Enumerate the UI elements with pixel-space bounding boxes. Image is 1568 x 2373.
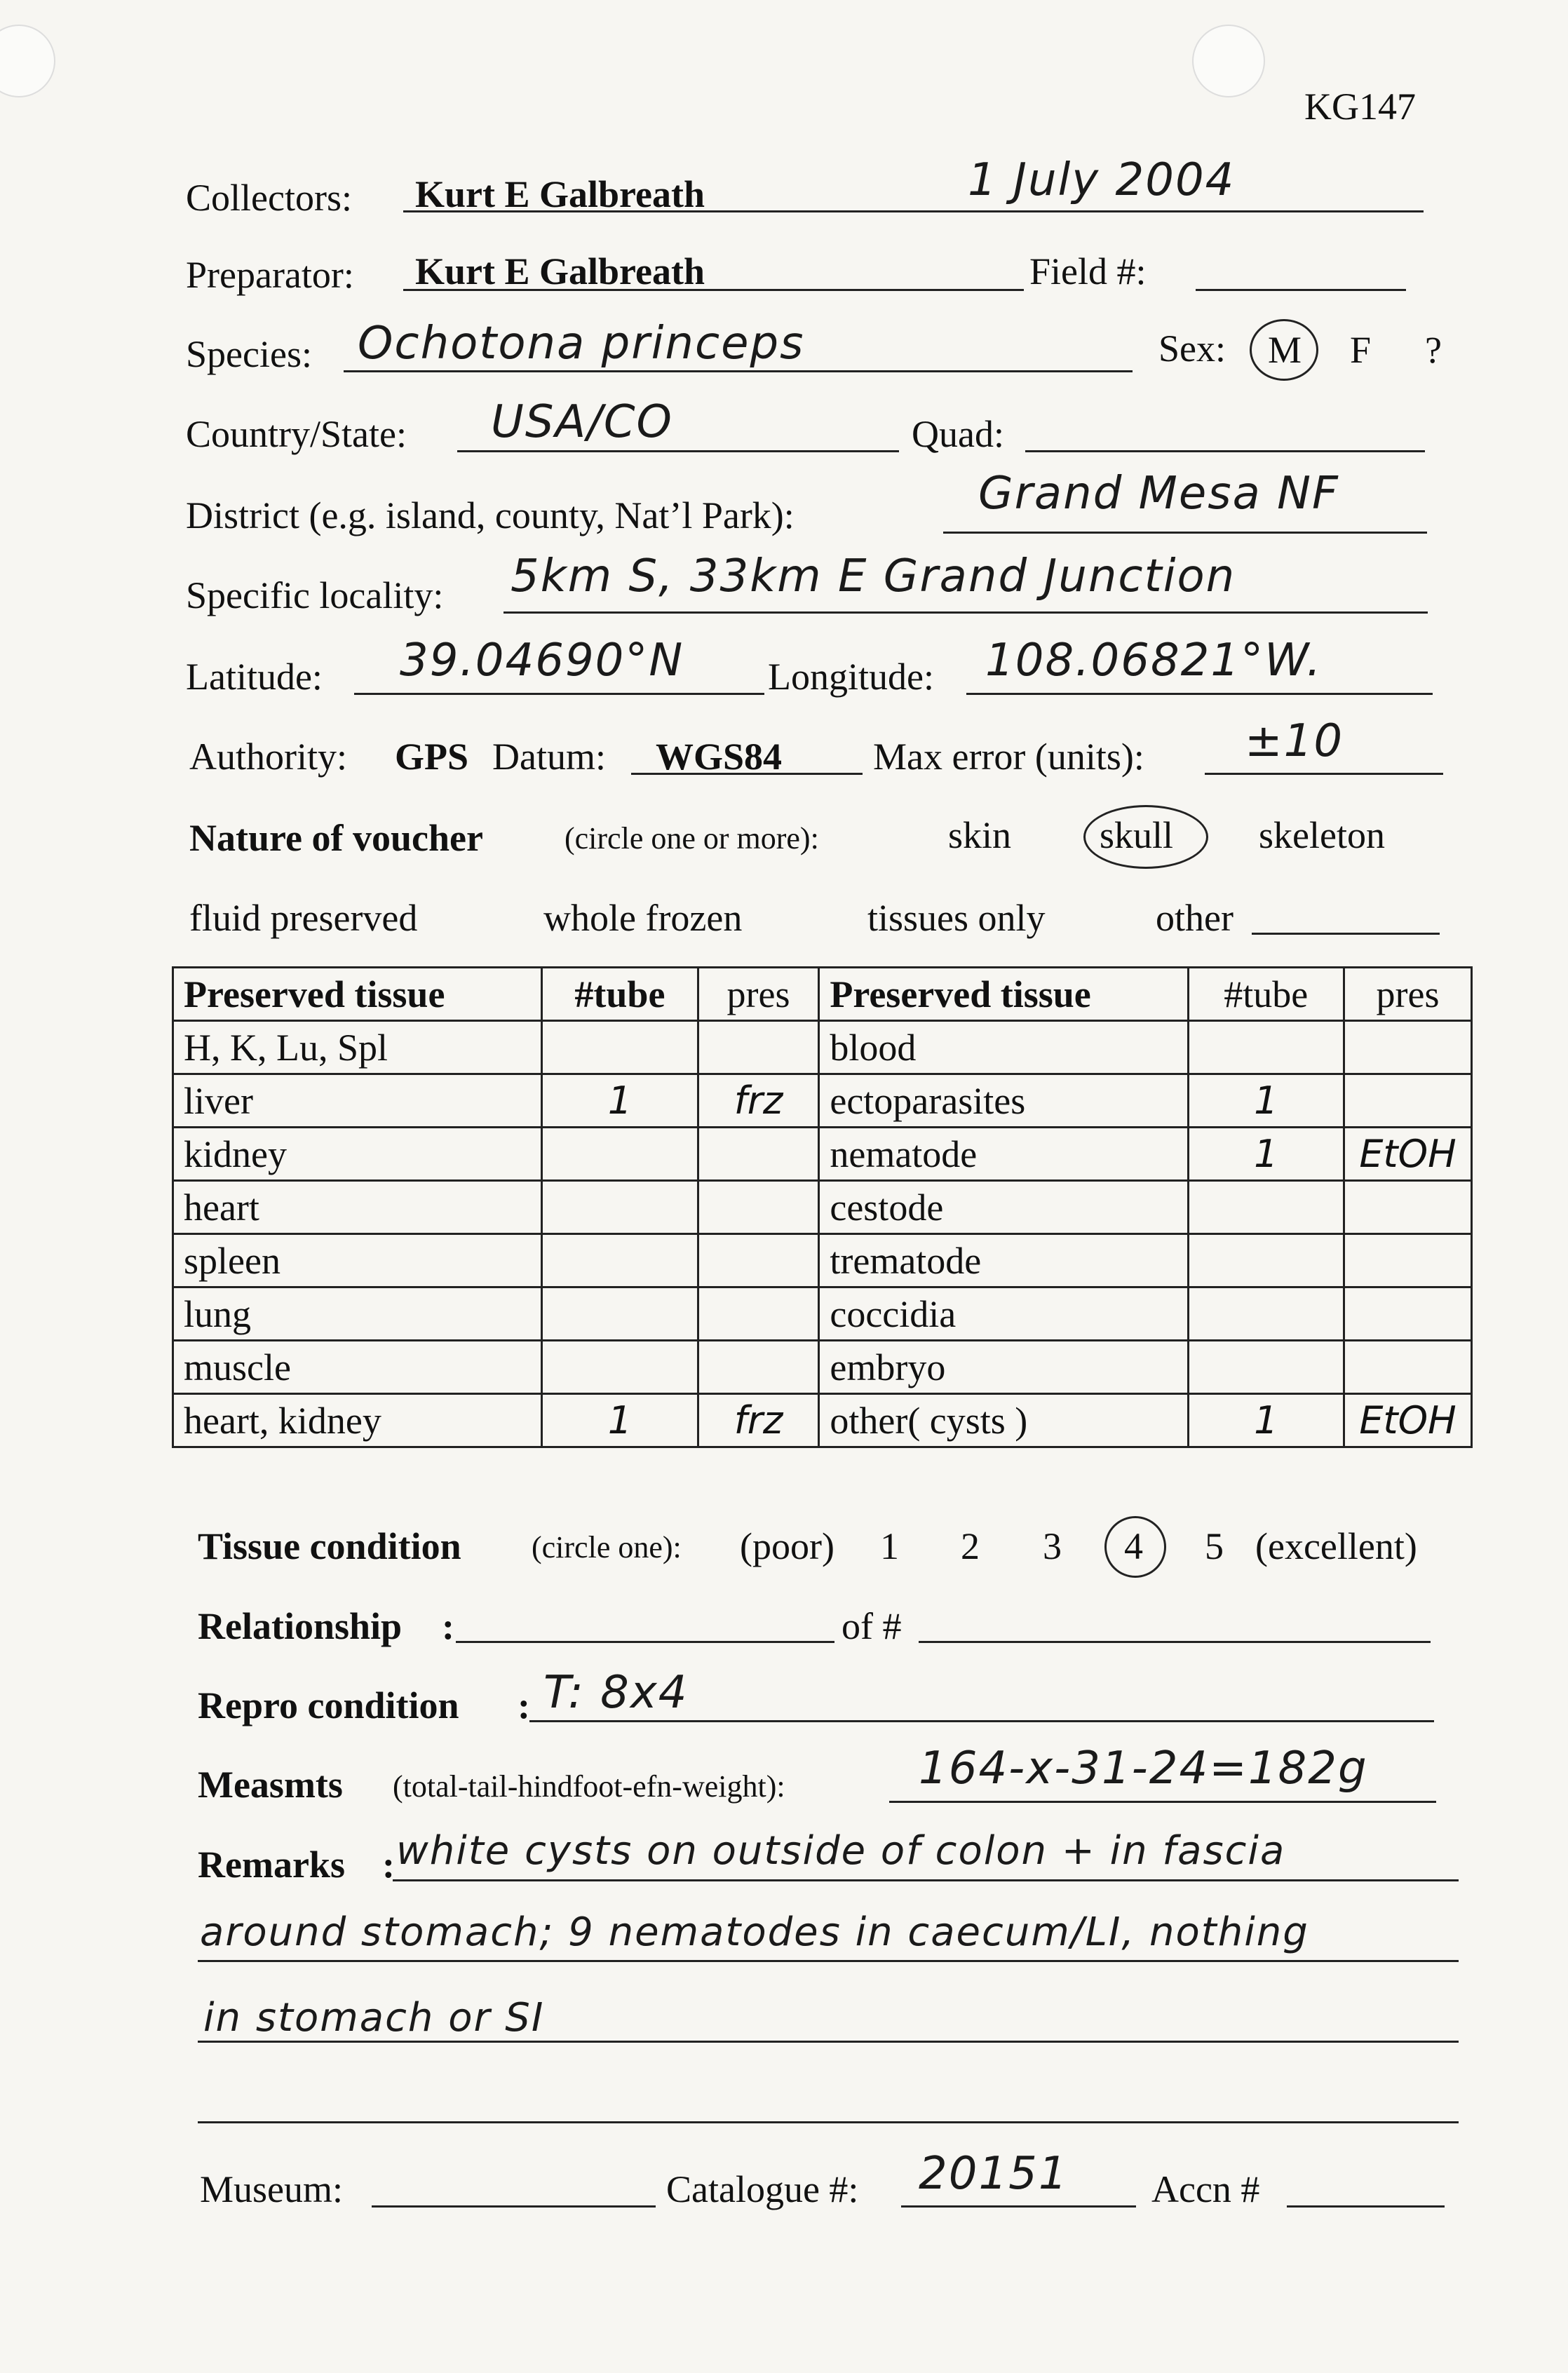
district-label: District (e.g. island, county, Nat’l Park): (186, 494, 795, 536)
authority-label: Authority: (189, 736, 347, 778)
table-entry-cell[interactable]: EtOH (1344, 1128, 1472, 1181)
table-entry-cell[interactable]: 1 (1188, 1128, 1344, 1181)
tissue-name-cell: blood (819, 1021, 1188, 1074)
table-entry-cell[interactable] (1188, 1181, 1344, 1234)
catalogue-line (901, 2205, 1136, 2208)
tissue-name-cell: other( cysts ) (819, 1394, 1188, 1447)
column-header: Preserved tissue (173, 968, 542, 1021)
table-entry-cell[interactable] (1344, 1287, 1472, 1341)
table-row (173, 1128, 1472, 1181)
condition-option-3[interactable]: 3 (1043, 1525, 1062, 1567)
sheet-id: KG147 (1304, 86, 1416, 128)
repro-value[interactable]: T: 8x4 (543, 1667, 689, 1719)
table-entry-cell[interactable] (1344, 1234, 1472, 1287)
table-entry-cell[interactable] (698, 1341, 819, 1394)
tissue-name-cell: kidney (173, 1128, 542, 1181)
voucher-skull[interactable]: skull (1100, 814, 1174, 856)
table-entry-cell[interactable] (698, 1128, 819, 1181)
table-entry-cell[interactable] (1344, 1021, 1472, 1074)
datum-line (631, 773, 863, 775)
tissue-name-cell: liver (173, 1074, 542, 1128)
condition-option-4[interactable]: 4 (1124, 1525, 1143, 1567)
repro-colon: : (518, 1684, 530, 1726)
species-label: Species: (186, 333, 312, 375)
table-row (173, 1287, 1472, 1341)
table-entry-cell[interactable] (542, 1128, 698, 1181)
datum-value[interactable]: WGS84 (656, 736, 783, 778)
tissue-name-cell: H, K, Lu, Spl (173, 1021, 542, 1074)
species-line (344, 370, 1133, 372)
table-entry-cell[interactable]: frz (698, 1394, 819, 1447)
table-row (173, 1341, 1472, 1394)
table-header-row (173, 968, 1472, 1021)
condition-excellent: (excellent) (1255, 1525, 1417, 1567)
tissue-name-cell: cestode (819, 1181, 1188, 1234)
column-header: pres (698, 968, 819, 1021)
preparator-line (403, 289, 1024, 291)
table-entry-cell[interactable] (542, 1181, 698, 1234)
column-header: pres (1344, 968, 1472, 1021)
table-row (173, 1234, 1472, 1287)
quad-label: Quad: (912, 413, 1004, 455)
sex-label: Sex: (1158, 327, 1226, 370)
relationship-label: Relationship (198, 1605, 403, 1647)
table-entry-cell[interactable]: frz (698, 1074, 819, 1128)
collectors-value[interactable]: Kurt E Galbreath (415, 173, 705, 215)
tissue-name-cell: ectoparasites (819, 1074, 1188, 1128)
datum-label: Datum: (492, 736, 606, 778)
max-error-label: Max error (units): (873, 736, 1144, 778)
remarks-colon: : (382, 1844, 395, 1886)
museum-label: Museum: (200, 2168, 344, 2210)
district-value[interactable]: Grand Mesa NF (978, 468, 1339, 520)
repro-label: Repro condition (198, 1684, 459, 1726)
remarks-line-4[interactable] (198, 2121, 1459, 2123)
district-line (943, 532, 1427, 534)
measmts-label: Measmts (198, 1764, 343, 1806)
table-entry-cell[interactable] (1188, 1341, 1344, 1394)
voucher-hint: (circle one or more): (565, 821, 819, 856)
table-row (173, 1394, 1472, 1447)
table-entry-cell[interactable] (1344, 1341, 1472, 1394)
relationship-of-label: of # (842, 1605, 902, 1647)
max-error-line (1205, 773, 1443, 775)
collectors-line (403, 210, 1424, 212)
remarks-line-3 (198, 2041, 1459, 2043)
latitude-line (354, 693, 764, 695)
tissue-name-cell: coccidia (819, 1287, 1188, 1341)
accn-line[interactable] (1287, 2205, 1445, 2208)
tissue-name-cell: heart (173, 1181, 542, 1234)
condition-poor: (poor) (740, 1525, 834, 1567)
remarks-line-2 (198, 1960, 1459, 1962)
max-error-value[interactable]: ±10 (1245, 715, 1344, 767)
field-number-label: Field #: (1029, 250, 1147, 292)
condition-option-5[interactable]: 5 (1205, 1525, 1224, 1567)
sex-f-option[interactable]: F (1350, 329, 1372, 371)
table-entry-cell[interactable] (542, 1021, 698, 1074)
latitude-label: Latitude: (186, 656, 323, 698)
table-row (173, 1181, 1472, 1234)
table-entry-cell[interactable] (698, 1021, 819, 1074)
table-entry-cell[interactable] (542, 1234, 698, 1287)
repro-line (529, 1720, 1434, 1722)
sex-unknown-option[interactable]: ? (1425, 329, 1442, 371)
quad-line[interactable] (1025, 450, 1425, 452)
tissue-condition-label: Tissue condition (198, 1525, 461, 1567)
table-entry-cell[interactable]: 1 (1188, 1074, 1344, 1128)
table-entry-cell[interactable] (542, 1287, 698, 1341)
collectors-label: Collectors: (186, 177, 352, 219)
locality-line (503, 611, 1428, 614)
tissue-condition-hint: (circle one): (532, 1530, 682, 1564)
measmts-hint: (total-tail-hindfoot-efn-weight): (393, 1769, 785, 1804)
longitude-value[interactable]: 108.06821°W. (985, 635, 1323, 687)
tissue-name-cell: nematode (819, 1128, 1188, 1181)
preserved-tissue-table (172, 966, 1473, 1448)
latitude-value[interactable]: 39.04690°N (400, 635, 684, 687)
punch-hole (0, 25, 55, 97)
relationship-of-line[interactable] (919, 1641, 1431, 1643)
tissue-name-cell: spleen (173, 1234, 542, 1287)
measmts-value[interactable]: 164-x-31-24=182g (919, 1743, 1368, 1794)
locality-label: Specific locality: (186, 574, 444, 616)
field-number-line[interactable] (1196, 289, 1406, 291)
voucher-skin[interactable]: skin (948, 814, 1012, 856)
table-entry-cell[interactable]: 1 (542, 1394, 698, 1447)
preparator-label: Preparator: (186, 254, 354, 296)
catalogue-label: Catalogue #: (666, 2168, 859, 2210)
column-header: #tube (542, 968, 698, 1021)
voucher-label: Nature of voucher (189, 817, 483, 859)
table-row (173, 1021, 1472, 1074)
table-entry-cell[interactable] (1344, 1074, 1472, 1128)
column-header: Preserved tissue (819, 968, 1188, 1021)
table-entry-cell[interactable]: 1 (542, 1074, 698, 1128)
preparator-value[interactable]: Kurt E Galbreath (415, 250, 705, 292)
table-entry-cell[interactable]: EtOH (1344, 1394, 1472, 1447)
voucher-skeleton[interactable]: skeleton (1259, 814, 1385, 856)
species-value[interactable]: Ochotona princeps (358, 318, 805, 370)
remarks-line-1 (393, 1879, 1459, 1881)
table-entry-cell[interactable] (1188, 1234, 1344, 1287)
measmts-line (889, 1801, 1436, 1803)
table-entry-cell[interactable] (1188, 1021, 1344, 1074)
relationship-colon: : (442, 1605, 454, 1647)
tissue-name-cell: lung (173, 1287, 542, 1341)
punch-hole (1192, 25, 1265, 97)
country-value[interactable]: USA/CO (491, 396, 673, 448)
relationship-line[interactable] (456, 1641, 834, 1643)
table-row (173, 1074, 1472, 1128)
remarks-label: Remarks (198, 1844, 345, 1886)
remarks-text-1[interactable]: white cysts on outside of colon + in fascia (396, 1828, 1286, 1874)
catalogue-value[interactable]: 20151 (919, 2148, 1069, 2200)
longitude-line (966, 693, 1433, 695)
condition-option-1[interactable]: 1 (880, 1525, 899, 1567)
country-label: Country/State: (186, 413, 407, 455)
table-entry-cell[interactable] (698, 1181, 819, 1234)
voucher-other[interactable]: other (1156, 897, 1234, 939)
voucher-fluid-preserved[interactable]: fluid preserved (189, 897, 418, 939)
table-entry-cell[interactable] (698, 1287, 819, 1341)
museum-line[interactable] (372, 2205, 656, 2208)
longitude-label: Longitude: (768, 656, 934, 698)
locality-value[interactable]: 5km S, 33km E Grand Junction (511, 550, 1236, 602)
tissue-name-cell: trematode (819, 1234, 1188, 1287)
remarks-text-3[interactable]: in stomach or SI (203, 1995, 545, 2041)
table-entry-cell[interactable] (1188, 1287, 1344, 1341)
sex-m-option[interactable]: M (1268, 329, 1302, 371)
tissue-name-cell: heart, kidney (173, 1394, 542, 1447)
voucher-other-line (1252, 933, 1440, 935)
remarks-text-2[interactable]: around stomach; 9 nematodes in caecum/LI, nothing (200, 1909, 1309, 1955)
condition-option-2[interactable]: 2 (961, 1525, 980, 1567)
table-entry-cell[interactable] (1344, 1181, 1472, 1234)
table-entry-cell[interactable]: 1 (1188, 1394, 1344, 1447)
country-line (457, 450, 899, 452)
collection-date[interactable]: 1 July 2004 (968, 154, 1236, 206)
accn-label: Accn # (1151, 2168, 1260, 2210)
authority-gps: GPS (395, 736, 469, 778)
table-entry-cell[interactable] (698, 1234, 819, 1287)
tissue-name-cell: embryo (819, 1341, 1188, 1394)
table-entry-cell[interactable] (542, 1341, 698, 1394)
column-header: #tube (1188, 968, 1344, 1021)
voucher-whole-frozen[interactable]: whole frozen (543, 897, 743, 939)
tissue-name-cell: muscle (173, 1341, 542, 1394)
voucher-tissues-only[interactable]: tissues only (867, 897, 1046, 939)
